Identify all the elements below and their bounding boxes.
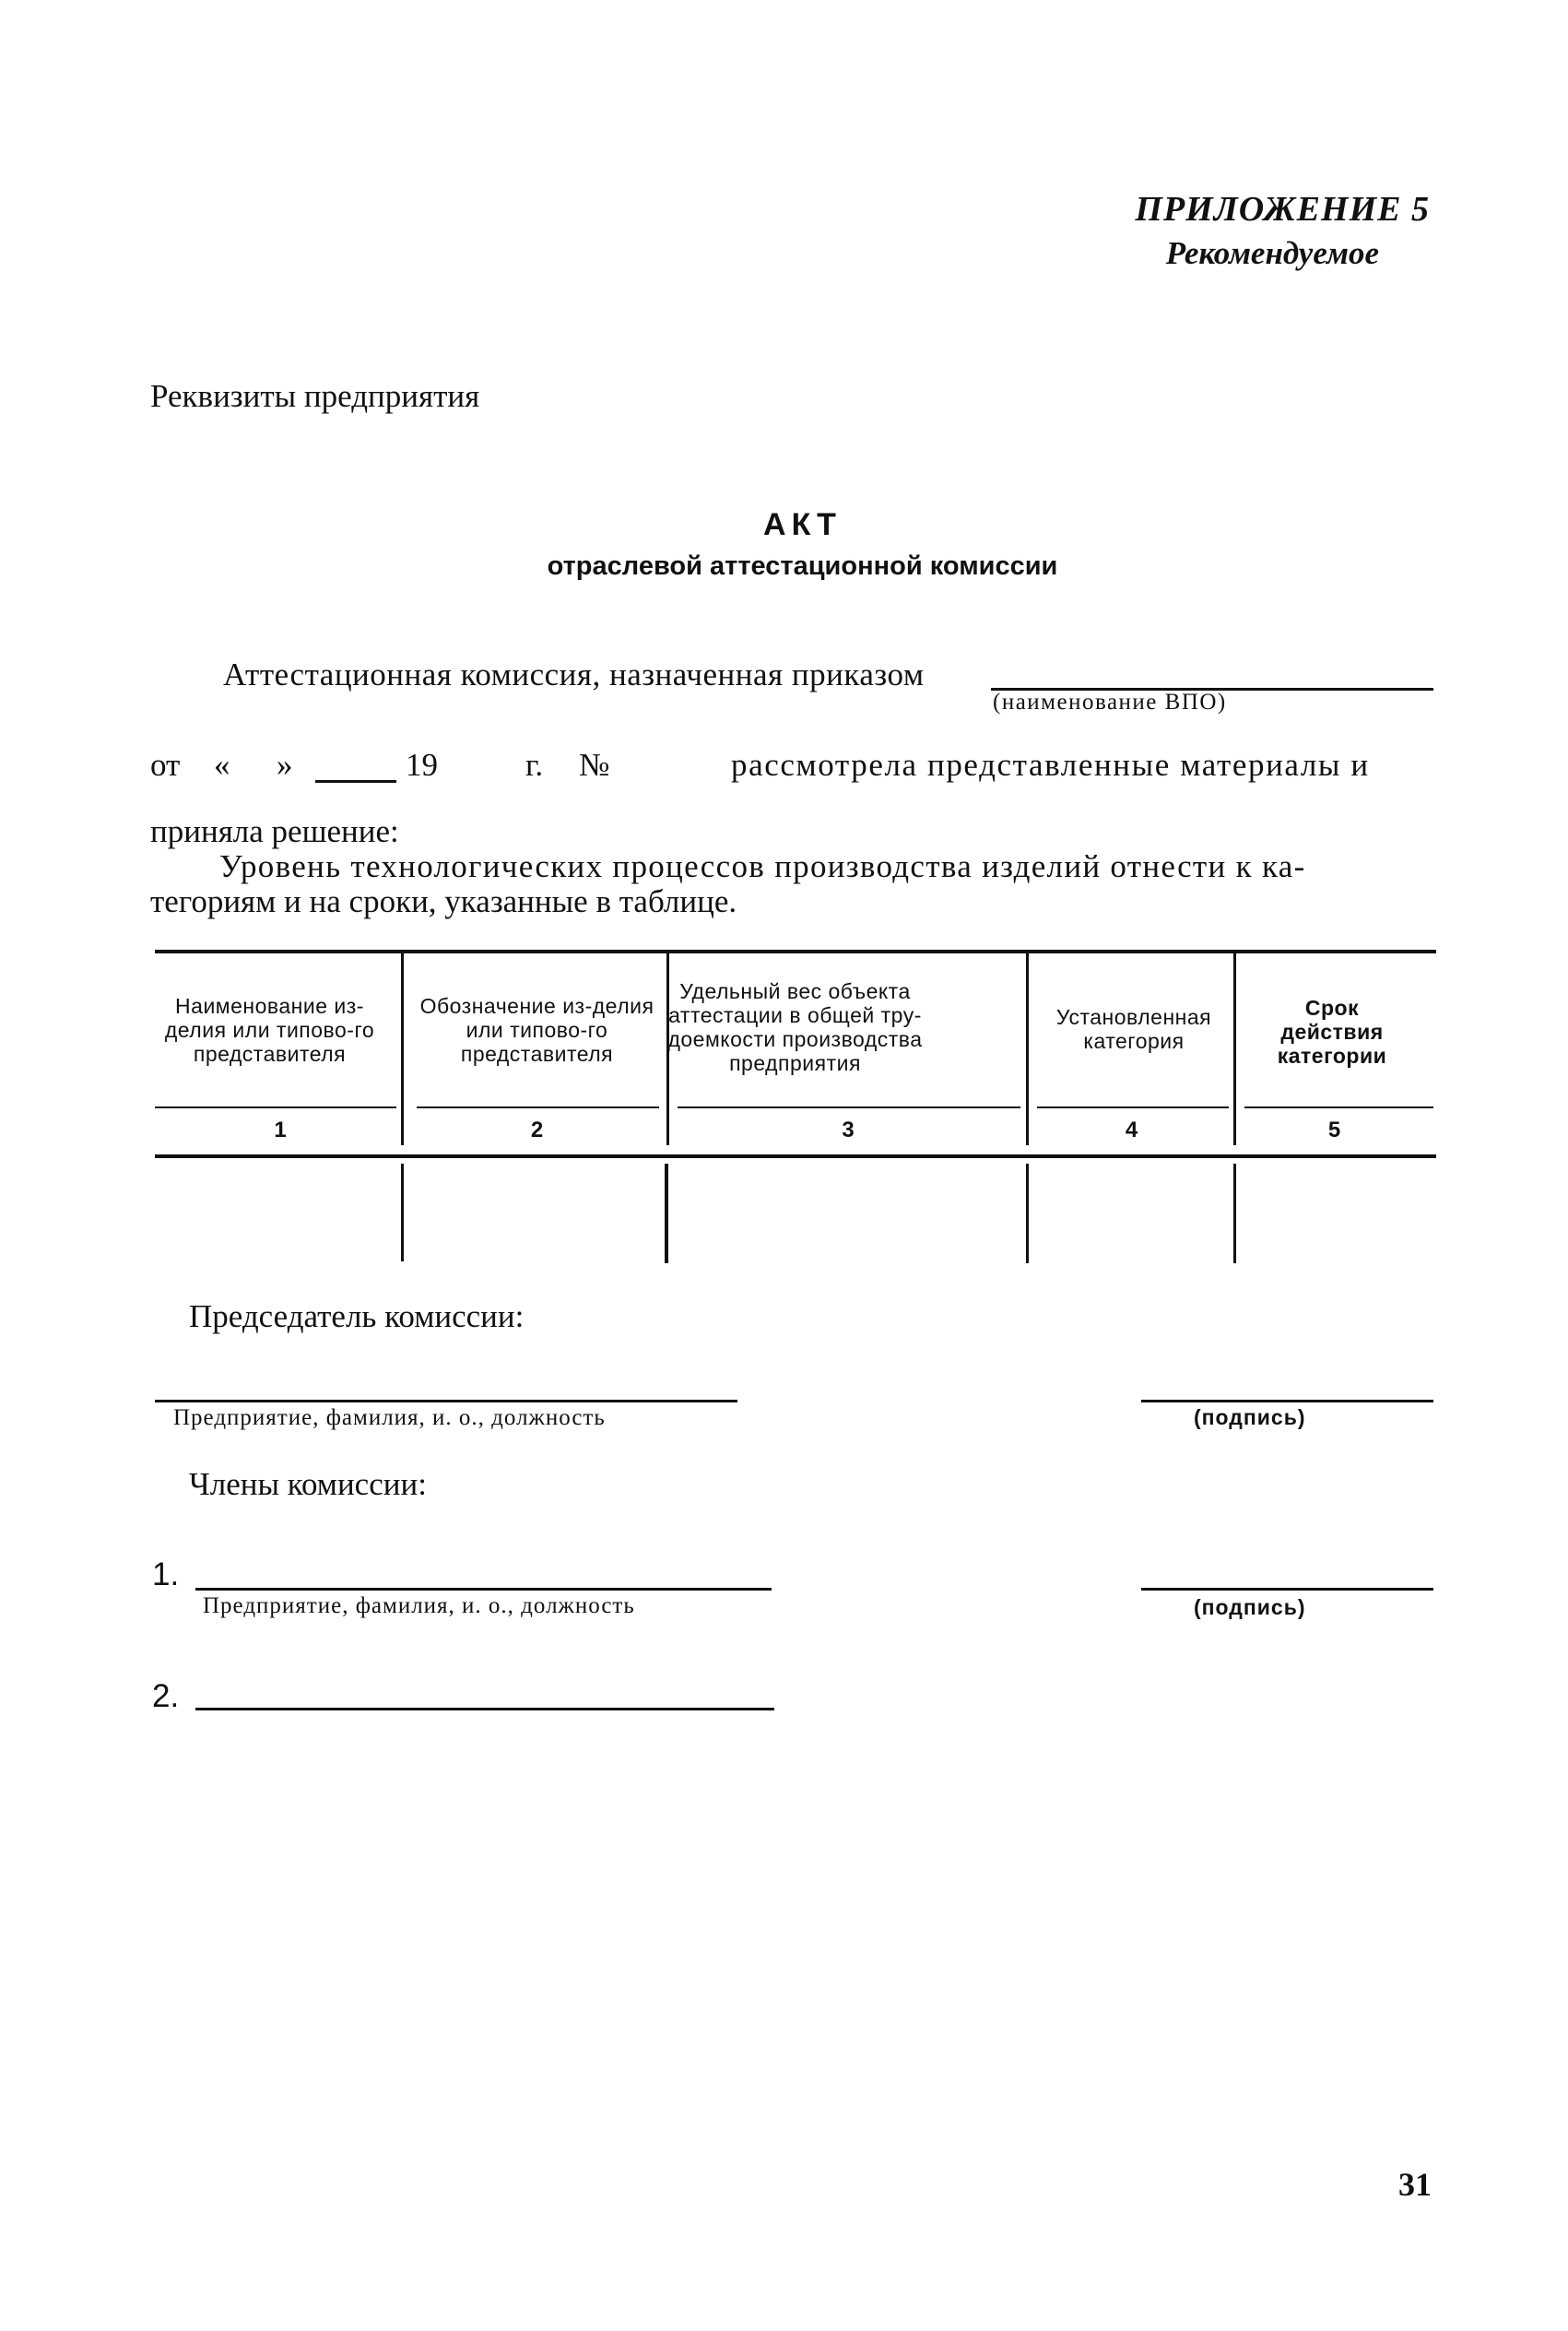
chairman-signature-caption: (подпись): [1194, 1405, 1306, 1429]
page-number: 31: [1398, 2166, 1432, 2203]
year-suffix: г.: [525, 747, 544, 783]
appendix-title: ПРИЛОЖЕНИЕ 5: [1135, 190, 1430, 229]
chairman-label: Председатель комиссии:: [189, 1298, 525, 1334]
order-blank-caption: (наименование ВПО): [993, 690, 1227, 715]
column-divider-1: [401, 953, 404, 1145]
column-number-5: 5: [1327, 1118, 1341, 1142]
chairman-name-line[interactable]: [155, 1400, 737, 1402]
from-label: от: [150, 747, 181, 783]
member-1-name-line[interactable]: [195, 1588, 772, 1591]
header-underline-1: [155, 1106, 396, 1108]
decision-text: приняла решение:: [150, 813, 399, 849]
table-number-rule: [155, 1154, 1436, 1158]
act-subtitle: отраслевой аттестационной комиссии: [547, 551, 1058, 581]
month-blank-line[interactable]: [315, 780, 396, 783]
table-top-rule: [155, 950, 1436, 953]
members-label: Члены комиссии:: [189, 1466, 427, 1502]
quote-close: »: [277, 747, 293, 783]
column-number-3: 3: [842, 1118, 855, 1142]
chairman-signature-line[interactable]: [1141, 1400, 1433, 1402]
appendix-status: Рекомендуемое: [1165, 235, 1379, 271]
column-number-2: 2: [530, 1118, 544, 1142]
column-divider-2: [666, 953, 669, 1145]
paragraph-line-1: Уровень технологических процессов производства изделий отнести к ка-: [219, 848, 1306, 884]
paragraph-line-2: тегориям и на сроки, указанные в таблице.: [150, 883, 737, 919]
quote-open: «: [214, 747, 230, 783]
body-divider-2: [665, 1164, 668, 1263]
chairman-name-caption: Предприятие, фамилия, и. о., должность: [173, 1405, 606, 1430]
reviewed-text: рассмотрела представленные материалы и: [731, 747, 1370, 783]
column-divider-3: [1026, 953, 1029, 1145]
member-1-signature-caption: (подпись): [1194, 1595, 1306, 1619]
member-2-number: 2.: [152, 1678, 180, 1714]
header-underline-3: [678, 1106, 1020, 1108]
column-number-4: 4: [1125, 1118, 1138, 1142]
header-underline-2: [417, 1106, 659, 1108]
header-underline-5: [1244, 1106, 1433, 1108]
column-header-1: Наименование из-делия или типово-го представителя: [164, 994, 375, 1066]
enterprise-requisites: Реквизиты предприятия: [150, 378, 480, 414]
column-header-3: Удельный вес объекта аттестации в общей тру-доемкости производства предприятия: [667, 979, 923, 1075]
column-header-5: Срок действия категории: [1277, 996, 1387, 1068]
body-divider-1: [401, 1164, 404, 1261]
header-underline-4: [1037, 1106, 1229, 1108]
column-number-1: 1: [274, 1118, 287, 1142]
column-header-2: Обозначение из-делия или типово-го представителя: [419, 994, 654, 1066]
year-prefix: 19: [406, 747, 438, 783]
member-1-name-caption: Предприятие, фамилия, и. о., должность: [203, 1593, 635, 1618]
body-divider-3: [1026, 1164, 1029, 1263]
number-sign: №: [579, 747, 610, 783]
member-2-name-line[interactable]: [195, 1708, 774, 1710]
column-divider-4: [1233, 953, 1236, 1145]
column-header-4: Установленная категория: [1055, 1005, 1212, 1053]
member-1-signature-line[interactable]: [1141, 1588, 1433, 1591]
act-title: АКТ: [763, 507, 842, 542]
member-1-number: 1.: [152, 1556, 180, 1592]
intro-text: Аттестационная комиссия, назначенная приказом: [223, 657, 925, 692]
body-divider-4: [1233, 1164, 1236, 1263]
